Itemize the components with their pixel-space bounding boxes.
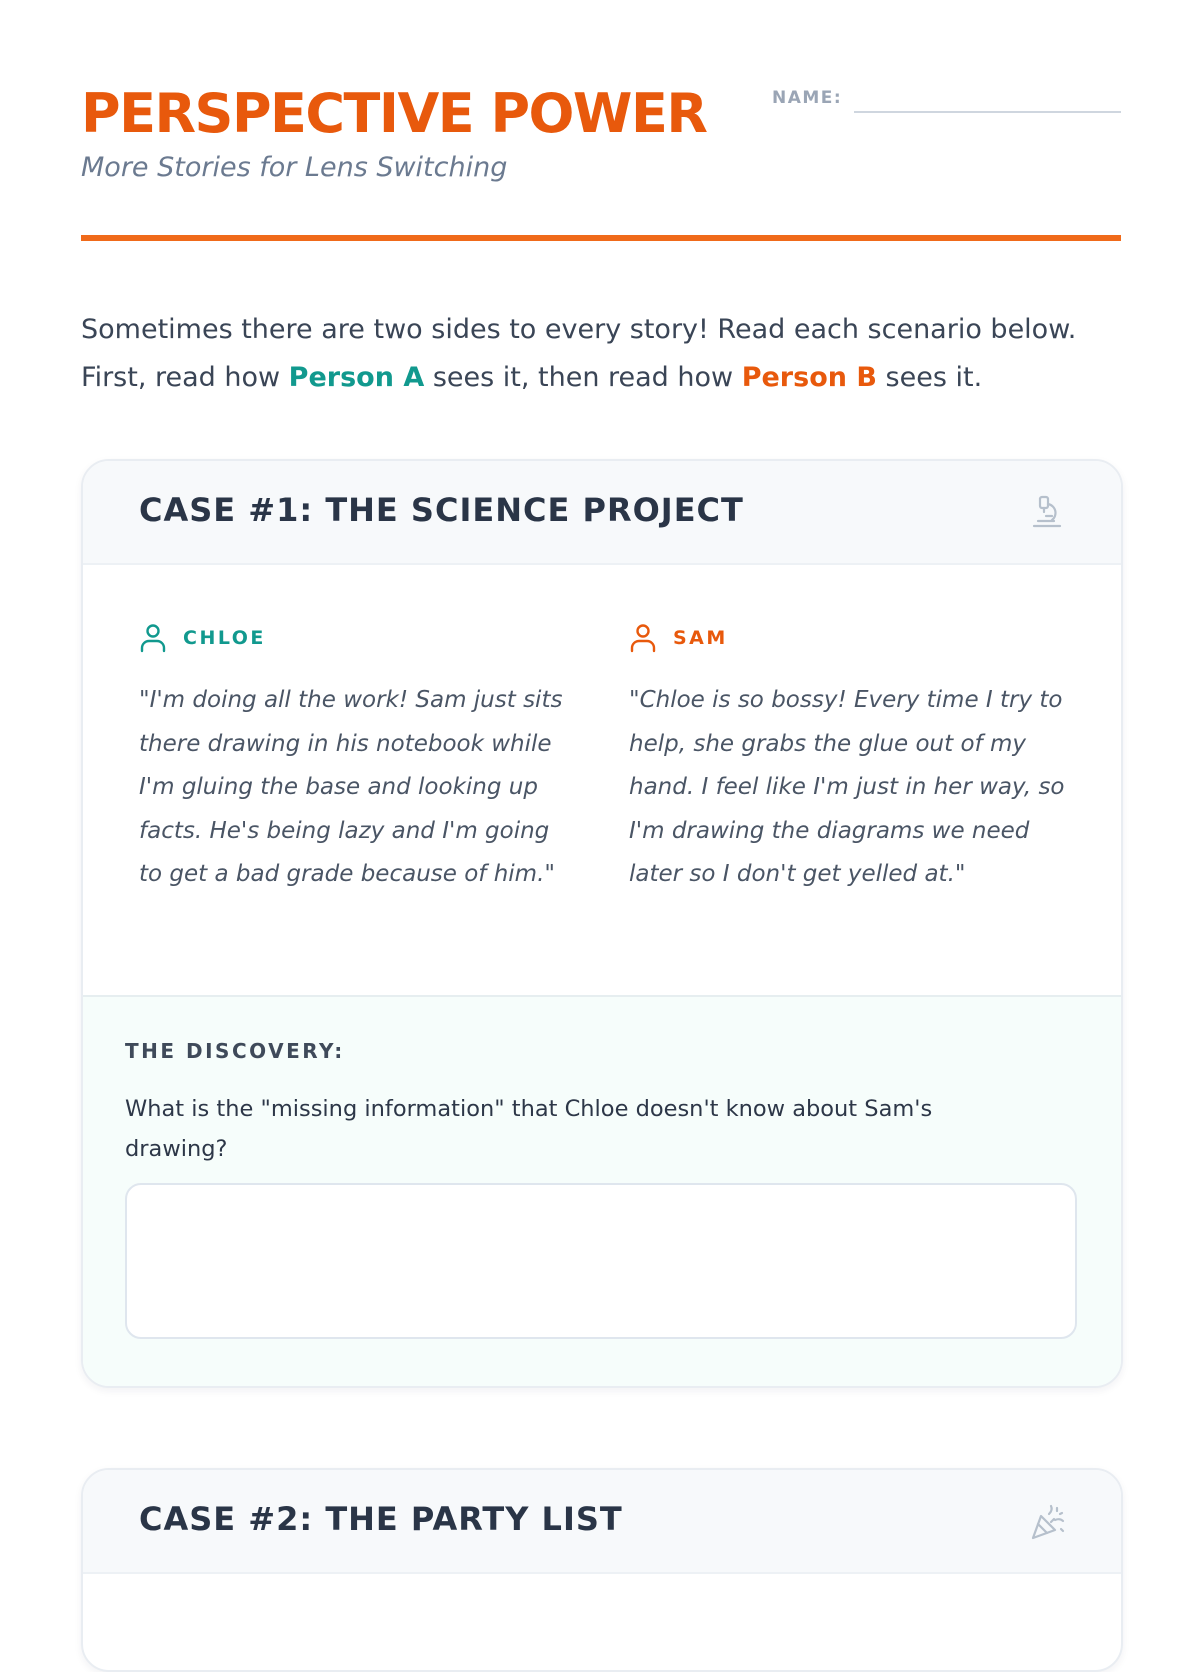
microscope-icon (1027, 493, 1067, 533)
discovery-answer-field[interactable] (125, 1183, 1077, 1339)
page-title: PERSPECTIVE POWER (81, 82, 707, 145)
person-a-highlight: Person A (288, 362, 425, 393)
case-card-2 (81, 1468, 1123, 1672)
intro-line-2-mid: sees it, then read how (424, 362, 742, 393)
person-a-quote: "I'm doing all the work! Sam just sits there drawing in his notebook while I'm gluing the base and looking up facts. He's being lazy and I'm going to get a bad grade because of him." (139, 687, 563, 887)
person-b-highlight: Person B (741, 362, 877, 393)
intro-line-2-end: sees it. (876, 362, 983, 393)
perspectives-row (83, 565, 1121, 997)
case-title: CASE #2: THE PARTY LIST (139, 1500, 623, 1538)
case-title: CASE #1: THE SCIENCE PROJECT (139, 491, 744, 529)
name-field-line[interactable] (854, 111, 1121, 113)
intro-text (81, 306, 1121, 402)
party-popper-icon (1027, 1502, 1067, 1542)
case-header (83, 461, 1121, 565)
person-b-quote: "Chloe is so bossy! Every time I try to help, she grabs the glue out of my hand. I feel like I'm just in her way, so I'm drawing the diagrams we need later so I don't get yelled at." (629, 687, 1065, 887)
person-b-header (629, 623, 728, 653)
worksheet-page (81, 0, 1121, 1538)
discovery-question: What is the "missing information" that Chloe doesn't know about Sam's drawing? (125, 1096, 933, 1162)
person-b-name: SAM (673, 627, 728, 649)
discovery-section (83, 997, 1121, 1388)
name-label: NAME: (772, 88, 843, 108)
case-header (83, 1470, 1121, 1574)
discovery-label: THE DISCOVERY: (125, 1039, 345, 1063)
user-icon (139, 623, 167, 653)
page-subtitle: More Stories for Lens Switching (81, 152, 508, 183)
person-a-header (139, 623, 266, 653)
user-icon (629, 623, 657, 653)
intro-line-2-start: First, read how (81, 362, 289, 393)
intro-line-1: Sometimes there are two sides to every story! Read each scenario below. (81, 314, 1077, 345)
person-a-name: CHLOE (183, 627, 266, 649)
case-card-1 (81, 459, 1123, 1388)
worksheet-header (81, 0, 1121, 242)
header-divider (81, 235, 1121, 241)
